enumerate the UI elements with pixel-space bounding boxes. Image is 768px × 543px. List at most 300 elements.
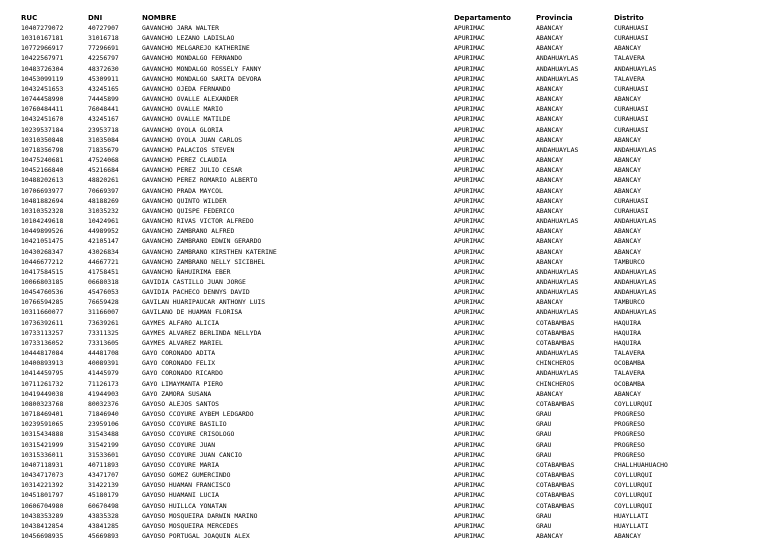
- provincia-cell: COTABAMBAS: [536, 338, 575, 347]
- nombre-cell: GAVANCHO PEREZ JULIO CESAR: [142, 166, 243, 175]
- dni-cell: 48188269: [88, 196, 119, 205]
- table-row: [0, 216, 768, 226]
- departamento-cell: APURIMAC: [454, 74, 485, 83]
- departamento-cell: APURIMAC: [454, 349, 485, 358]
- ruc-cell: 10314221392: [21, 481, 64, 490]
- departamento-cell: APURIMAC: [454, 501, 485, 510]
- table-row: [0, 429, 768, 439]
- dni-cell: 42105147: [88, 237, 119, 246]
- dni-cell: 31016718: [88, 34, 119, 43]
- provincia-cell: ABANCAY: [536, 206, 563, 215]
- departamento-cell: APURIMAC: [454, 399, 485, 408]
- distrito-cell: ANDAHUAYLAS: [614, 267, 657, 276]
- departamento-cell: APURIMAC: [454, 267, 485, 276]
- ruc-cell: 10711261732: [21, 379, 64, 388]
- nombre-cell: GAVANCHO MONDALGO FERNANDO: [142, 54, 243, 63]
- table-row: [0, 33, 768, 43]
- dni-cell: 43245167: [88, 115, 119, 124]
- provincia-cell: ABANCAY: [536, 84, 563, 93]
- table-row: [0, 419, 768, 429]
- nombre-cell: GAVANCHO MONDALGO ROSSELY FANNY: [142, 64, 262, 73]
- dni-cell: 43841285: [88, 521, 119, 530]
- dni-cell: 41445979: [88, 369, 119, 378]
- column-header-departamento: Departamento: [454, 14, 511, 22]
- ruc-cell: 10315434888: [21, 430, 64, 439]
- provincia-cell: COTABAMBAS: [536, 318, 575, 327]
- provincia-cell: ANDAHUAYLAS: [536, 369, 579, 378]
- distrito-cell: PROGRESO: [614, 410, 645, 419]
- ruc-cell: 10733113257: [21, 328, 64, 337]
- dni-cell: 48372630: [88, 64, 119, 73]
- departamento-cell: APURIMAC: [454, 176, 485, 185]
- nombre-cell: GAYO CORONADO RICARDO: [142, 369, 223, 378]
- dni-cell: 73313605: [88, 338, 119, 347]
- nombre-cell: GAYOSO CCOYURE MARIA: [142, 460, 219, 469]
- provincia-cell: COTABAMBAS: [536, 399, 575, 408]
- nombre-cell: GAVANCHO ÑAHUIRIMA EBER: [142, 267, 231, 276]
- provincia-cell: ABANCAY: [536, 237, 563, 246]
- ruc-cell: 10766594285: [21, 298, 64, 307]
- table-row: [0, 338, 768, 348]
- nombre-cell: GAYO LIMAYMANTA PIERO: [142, 379, 223, 388]
- table-row: [0, 460, 768, 470]
- ruc-cell: 10452166840: [21, 166, 64, 175]
- nombre-cell: GAVANCHO OVALLE MATILDE: [142, 115, 231, 124]
- provincia-cell: ABANCAY: [536, 176, 563, 185]
- dni-cell: 76048441: [88, 105, 119, 114]
- ruc-cell: 10432451670: [21, 115, 64, 124]
- dni-cell: 31035084: [88, 135, 119, 144]
- nombre-cell: GAYMES ALVAREZ BERLINDA NELLYDA: [142, 328, 262, 337]
- departamento-cell: APURIMAC: [454, 156, 485, 165]
- departamento-cell: APURIMAC: [454, 481, 485, 490]
- departamento-cell: APURIMAC: [454, 288, 485, 297]
- ruc-cell: 10483726304: [21, 64, 64, 73]
- distrito-cell: TALAVERA: [614, 349, 645, 358]
- table-row: [0, 307, 768, 317]
- nombre-cell: GAYOSO CCOYURE JUAN CANCIO: [142, 450, 243, 459]
- provincia-cell: COTABAMBAS: [536, 501, 575, 510]
- nombre-cell: GAVANCHO OYOLA GLORIA: [142, 125, 223, 134]
- provincia-cell: ANDAHUAYLAS: [536, 145, 579, 154]
- nombre-cell: GAVIDIA CASTILLO JUAN JORGE: [142, 278, 246, 286]
- distrito-cell: CHALLHUAHUACHO: [614, 460, 668, 469]
- provincia-cell: COTABAMBAS: [536, 328, 575, 337]
- distrito-cell: ANDAHUAYLAS: [614, 308, 657, 317]
- departamento-cell: APURIMAC: [454, 318, 485, 327]
- ruc-cell: 10488202613: [21, 176, 64, 185]
- nombre-cell: GAVANCHO ZAMBRANO KIRSTHEN KATERINE: [142, 247, 277, 256]
- table-row: [0, 206, 768, 216]
- ruc-cell: 10475240681: [21, 156, 64, 165]
- ruc-cell: 10438353289: [21, 511, 64, 520]
- ruc-cell: 10430268347: [21, 247, 64, 256]
- nombre-cell: GAVANCHO ZAMBRANO EDWIN GERARDO: [142, 237, 262, 246]
- distrito-cell: ABANCAY: [614, 166, 641, 175]
- nombre-cell: GAVANCHO MONDALGO SARITA DEVORA: [142, 74, 262, 83]
- provincia-cell: GRAU: [536, 450, 552, 459]
- distrito-cell: TAMBURCO: [614, 257, 645, 266]
- provincia-cell: ABANCAY: [536, 532, 563, 540]
- table-row: [0, 277, 768, 287]
- distrito-cell: COYLLURQUI: [614, 501, 653, 510]
- distrito-cell: HAQUIRA: [614, 338, 641, 347]
- table-row: [0, 399, 768, 409]
- table-row: [0, 114, 768, 124]
- nombre-cell: GAVANCHO QUINTO WILDER: [142, 196, 227, 205]
- table-row: [0, 186, 768, 196]
- ruc-cell: 10718469401: [21, 410, 64, 419]
- dni-cell: 31035232: [88, 206, 119, 215]
- column-header-nombre: NOMBRE: [142, 14, 177, 22]
- provincia-cell: ABANCAY: [536, 247, 563, 256]
- nombre-cell: GAYO ZAMORA SUSANA: [142, 389, 212, 398]
- table-row: [0, 104, 768, 114]
- dni-cell: 40089391: [88, 359, 119, 368]
- departamento-cell: APURIMAC: [454, 257, 485, 266]
- dni-cell: 45476053: [88, 288, 119, 297]
- departamento-cell: APURIMAC: [454, 115, 485, 124]
- table-row: [0, 348, 768, 358]
- ruc-cell: 10422567971: [21, 54, 64, 63]
- departamento-cell: APURIMAC: [454, 247, 485, 256]
- dni-cell: 60670498: [88, 501, 119, 510]
- nombre-cell: GAVIDIA PACHECO DENNYS DAVID: [142, 288, 250, 297]
- distrito-cell: ABANCAY: [614, 156, 641, 165]
- provincia-cell: COTABAMBAS: [536, 471, 575, 480]
- nombre-cell: GAYO CORONADO ADITA: [142, 349, 216, 358]
- nombre-cell: GAYOSO PORTUGAL JOAQUIN ALEX: [142, 532, 250, 540]
- dni-cell: 47524068: [88, 156, 119, 165]
- table-row: [0, 450, 768, 460]
- dni-cell: 44989952: [88, 227, 119, 236]
- distrito-cell: CURAHUASI: [614, 196, 649, 205]
- table-row: [0, 53, 768, 63]
- nombre-cell: GAVANCHO PEREZ CLAUDIA: [142, 156, 227, 165]
- table-row: [0, 23, 768, 33]
- provincia-cell: ABANCAY: [536, 135, 563, 144]
- distrito-cell: ANDAHUAYLAS: [614, 145, 657, 154]
- departamento-cell: APURIMAC: [454, 84, 485, 93]
- nombre-cell: GAVANCHO LEZANO LADISLAO: [142, 34, 235, 43]
- nombre-cell: GAYMES ALFARO ALICIA: [142, 318, 219, 327]
- departamento-cell: APURIMAC: [454, 430, 485, 439]
- departamento-cell: APURIMAC: [454, 278, 485, 286]
- ruc-cell: 10744458990: [21, 95, 64, 104]
- dni-cell: 23953718: [88, 125, 119, 134]
- provincia-cell: ABANCAY: [536, 44, 563, 53]
- departamento-cell: APURIMAC: [454, 420, 485, 429]
- ruc-cell: 10451801797: [21, 491, 64, 500]
- departamento-cell: APURIMAC: [454, 206, 485, 215]
- nombre-cell: GAVANCHO OVALLE ALEXANDER: [142, 95, 239, 104]
- departamento-cell: APURIMAC: [454, 24, 485, 32]
- dni-cell: 77296691: [88, 44, 119, 53]
- provincia-cell: GRAU: [536, 420, 552, 429]
- provincia-cell: ABANCAY: [536, 125, 563, 134]
- distrito-cell: CURAHUASI: [614, 105, 649, 114]
- table-row: [0, 155, 768, 165]
- nombre-cell: GAYOSO MOSQUEIRA MERCEDES: [142, 521, 239, 530]
- provincia-cell: ABANCAY: [536, 105, 563, 114]
- nombre-cell: GAVANCHO OJEDA FERNANDO: [142, 84, 231, 93]
- distrito-cell: CURAHUASI: [614, 115, 649, 124]
- provincia-cell: ABANCAY: [536, 389, 563, 398]
- table-row: [0, 389, 768, 399]
- departamento-cell: APURIMAC: [454, 196, 485, 205]
- departamento-cell: APURIMAC: [454, 298, 485, 307]
- provincia-cell: ABANCAY: [536, 186, 563, 195]
- distrito-cell: CURAHUASI: [614, 125, 649, 134]
- distrito-cell: COYLLURQUI: [614, 399, 653, 408]
- nombre-cell: GAVANCHO ZAMBRANO NELLY SICIBHEL: [142, 257, 266, 266]
- ruc-cell: 10733136052: [21, 338, 64, 347]
- distrito-cell: PROGRESO: [614, 440, 645, 449]
- dni-cell: 42256797: [88, 54, 119, 63]
- distrito-cell: PROGRESO: [614, 450, 645, 459]
- table-row: [0, 287, 768, 297]
- departamento-cell: APURIMAC: [454, 166, 485, 175]
- nombre-cell: GAVANCHO OVALLE MARIO: [142, 105, 223, 114]
- ruc-cell: 10104249618: [21, 217, 64, 226]
- departamento-cell: APURIMAC: [454, 440, 485, 449]
- provincia-cell: COTABAMBAS: [536, 491, 575, 500]
- nombre-cell: GAVANCHO ZAMBRANO ALFRED: [142, 227, 235, 236]
- ruc-cell: 10407279072: [21, 24, 64, 32]
- nombre-cell: GAVILAN HUARIPAUCAR ANTHONY LUIS: [142, 298, 266, 307]
- ruc-cell: 10407118931: [21, 460, 64, 469]
- provincia-cell: ABANCAY: [536, 166, 563, 175]
- table-row: [0, 94, 768, 104]
- ruc-cell: 10449899526: [21, 227, 64, 236]
- provincia-cell: GRAU: [536, 521, 552, 530]
- provincia-cell: ANDAHUAYLAS: [536, 217, 579, 226]
- dni-cell: 45669893: [88, 532, 119, 540]
- nombre-cell: GAYOSO CCOYURE BASILIO: [142, 420, 227, 429]
- table-row: [0, 511, 768, 521]
- departamento-cell: APURIMAC: [454, 217, 485, 226]
- nombre-cell: GAYOSO CCOYURE AYBEM LEDGARDO: [142, 410, 254, 419]
- ruc-cell: 10444817084: [21, 349, 64, 358]
- distrito-cell: ABANCAY: [614, 95, 641, 104]
- provincia-cell: ANDAHUAYLAS: [536, 278, 579, 286]
- provincia-cell: COTABAMBAS: [536, 481, 575, 490]
- departamento-cell: APURIMAC: [454, 338, 485, 347]
- dni-cell: 31422139: [88, 481, 119, 490]
- distrito-cell: COYLLURQUI: [614, 471, 653, 480]
- table-row: [0, 125, 768, 135]
- table-row: [0, 470, 768, 480]
- nombre-cell: GAYOSO ALEJOS SANTOS: [142, 399, 219, 408]
- table-row: [0, 135, 768, 145]
- table-row: [0, 318, 768, 328]
- column-header-provincia: Provincia: [536, 14, 573, 22]
- dni-cell: 70669397: [88, 186, 119, 195]
- ruc-cell: 10066803185: [21, 278, 64, 286]
- dni-cell: 71835679: [88, 145, 119, 154]
- table-row: [0, 521, 768, 531]
- provincia-cell: ABANCAY: [536, 34, 563, 43]
- ruc-cell: 10481882694: [21, 196, 64, 205]
- provincia-cell: COTABAMBAS: [536, 460, 575, 469]
- ruc-cell: 10414459795: [21, 369, 64, 378]
- table-row: [0, 328, 768, 338]
- departamento-cell: APURIMAC: [454, 359, 485, 368]
- nombre-cell: GAYOSO MOSQUEIRA DARWIN MARINO: [142, 511, 258, 520]
- dni-cell: 43835328: [88, 511, 119, 520]
- departamento-cell: APURIMAC: [454, 491, 485, 500]
- departamento-cell: APURIMAC: [454, 389, 485, 398]
- table-row: [0, 297, 768, 307]
- departamento-cell: APURIMAC: [454, 237, 485, 246]
- ruc-cell: 10239591065: [21, 420, 64, 429]
- dni-cell: 45180179: [88, 491, 119, 500]
- provincia-cell: GRAU: [536, 410, 552, 419]
- ruc-cell: 10706693977: [21, 186, 64, 195]
- provincia-cell: ABANCAY: [536, 257, 563, 266]
- distrito-cell: TALAVERA: [614, 369, 645, 378]
- table-row: [0, 175, 768, 185]
- distrito-cell: CURAHUASI: [614, 206, 649, 215]
- provincia-cell: ANDAHUAYLAS: [536, 267, 579, 276]
- dni-cell: 41758451: [88, 267, 119, 276]
- nombre-cell: GAVANCHO JARA WALTER: [142, 24, 219, 32]
- distrito-cell: PROGRESO: [614, 420, 645, 429]
- dni-cell: 76659428: [88, 298, 119, 307]
- ruc-cell: 10239537184: [21, 125, 64, 134]
- dni-cell: 43471707: [88, 471, 119, 480]
- dni-cell: 44667721: [88, 257, 119, 266]
- ruc-cell: 10400893913: [21, 359, 64, 368]
- distrito-cell: CURAHUASI: [614, 84, 649, 93]
- nombre-cell: GAYOSO HUAMANI LUCIA: [142, 491, 219, 500]
- ruc-cell: 10315421999: [21, 440, 64, 449]
- distrito-cell: HUAYLLATI: [614, 511, 649, 520]
- distrito-cell: TALAVERA: [614, 74, 645, 83]
- provincia-cell: ABANCAY: [536, 227, 563, 236]
- table-row: [0, 247, 768, 257]
- column-header-distrito: Distrito: [614, 14, 644, 22]
- dni-cell: 80032376: [88, 399, 119, 408]
- distrito-cell: ANDAHUAYLAS: [614, 64, 657, 73]
- ruc-cell: 10760484411: [21, 105, 64, 114]
- provincia-cell: ABANCAY: [536, 298, 563, 307]
- nombre-cell: GAYO CORONADO FELIX: [142, 359, 216, 368]
- provincia-cell: ABANCAY: [536, 156, 563, 165]
- dni-cell: 71126173: [88, 379, 119, 388]
- nombre-cell: GAYOSO HUILLCA YONATAN: [142, 501, 227, 510]
- distrito-cell: ABANCAY: [614, 44, 641, 53]
- provincia-cell: ABANCAY: [536, 115, 563, 124]
- provincia-cell: ANDAHUAYLAS: [536, 308, 579, 317]
- departamento-cell: APURIMAC: [454, 64, 485, 73]
- nombre-cell: GAYMES ALVAREZ MARIEL: [142, 338, 223, 347]
- dni-cell: 40727907: [88, 24, 119, 32]
- departamento-cell: APURIMAC: [454, 34, 485, 43]
- distrito-cell: ABANCAY: [614, 135, 641, 144]
- provincia-cell: GRAU: [536, 440, 552, 449]
- distrito-cell: ABANCAY: [614, 247, 641, 256]
- dni-cell: 06680318: [88, 278, 119, 286]
- provincia-cell: GRAU: [536, 430, 552, 439]
- dni-cell: 31533601: [88, 450, 119, 459]
- ruc-cell: 10736392611: [21, 318, 64, 327]
- provincia-cell: CHINCHEROS: [536, 359, 575, 368]
- ruc-cell: 10417584515: [21, 267, 64, 276]
- distrito-cell: ABANCAY: [614, 237, 641, 246]
- departamento-cell: APURIMAC: [454, 186, 485, 195]
- distrito-cell: CURAHUASI: [614, 34, 649, 43]
- distrito-cell: ABANCAY: [614, 176, 641, 185]
- ruc-cell: 10310352328: [21, 206, 64, 215]
- departamento-cell: APURIMAC: [454, 511, 485, 520]
- nombre-cell: GAVANCHO PRADA MAYCOL: [142, 186, 223, 195]
- distrito-cell: HAQUIRA: [614, 328, 641, 337]
- departamento-cell: APURIMAC: [454, 227, 485, 236]
- dni-cell: 31543488: [88, 430, 119, 439]
- dni-cell: 31166007: [88, 308, 119, 317]
- ruc-cell: 10310167181: [21, 34, 64, 43]
- table-row: [0, 531, 768, 541]
- dni-cell: 73639261: [88, 318, 119, 327]
- distrito-cell: PROGRESO: [614, 430, 645, 439]
- distrito-cell: ANDAHUAYLAS: [614, 217, 657, 226]
- departamento-cell: APURIMAC: [454, 532, 485, 540]
- dni-cell: 31542199: [88, 440, 119, 449]
- dni-cell: 23959106: [88, 420, 119, 429]
- ruc-cell: 10438412854: [21, 521, 64, 530]
- departamento-cell: APURIMAC: [454, 44, 485, 53]
- table-row: [0, 379, 768, 389]
- nombre-cell: GAVANCHO QUISPE FEDERICO: [142, 206, 235, 215]
- table-row: [0, 267, 768, 277]
- ruc-cell: 10800323768: [21, 399, 64, 408]
- provincia-cell: ABANCAY: [536, 24, 563, 32]
- nombre-cell: GAYOSO CCOYURE CRISOLOGO: [142, 430, 235, 439]
- table-row: [0, 440, 768, 450]
- departamento-cell: APURIMAC: [454, 450, 485, 459]
- dni-cell: 45216684: [88, 166, 119, 175]
- table-row: [0, 226, 768, 236]
- provincia-cell: ABANCAY: [536, 196, 563, 205]
- ruc-cell: 10456698935: [21, 532, 64, 540]
- provincia-cell: ANDAHUAYLAS: [536, 64, 579, 73]
- ruc-cell: 10310350848: [21, 135, 64, 144]
- dni-cell: 73311325: [88, 328, 119, 337]
- table-row: [0, 64, 768, 74]
- ruc-cell: 10315336011: [21, 450, 64, 459]
- table-row: [0, 165, 768, 175]
- dni-cell: 10424961: [88, 217, 119, 226]
- departamento-cell: APURIMAC: [454, 410, 485, 419]
- provincia-cell: ANDAHUAYLAS: [536, 54, 579, 63]
- provincia-cell: GRAU: [536, 511, 552, 520]
- dni-cell: 44481708: [88, 349, 119, 358]
- nombre-cell: GAVANCHO PALACIOS STEVEN: [142, 145, 235, 154]
- dni-cell: 48820261: [88, 176, 119, 185]
- nombre-cell: GAVANCHO RIVAS VICTOR ALFREDO: [142, 217, 254, 226]
- ruc-cell: 10419449038: [21, 389, 64, 398]
- ruc-cell: 10311660077: [21, 308, 64, 317]
- table-row: [0, 145, 768, 155]
- table-row: [0, 84, 768, 94]
- dni-cell: 43026834: [88, 247, 119, 256]
- departamento-cell: APURIMAC: [454, 308, 485, 317]
- ruc-cell: 10606704980: [21, 501, 64, 510]
- distrito-cell: HAQUIRA: [614, 318, 641, 327]
- provincia-cell: CHINCHEROS: [536, 379, 575, 388]
- table-row: [0, 490, 768, 500]
